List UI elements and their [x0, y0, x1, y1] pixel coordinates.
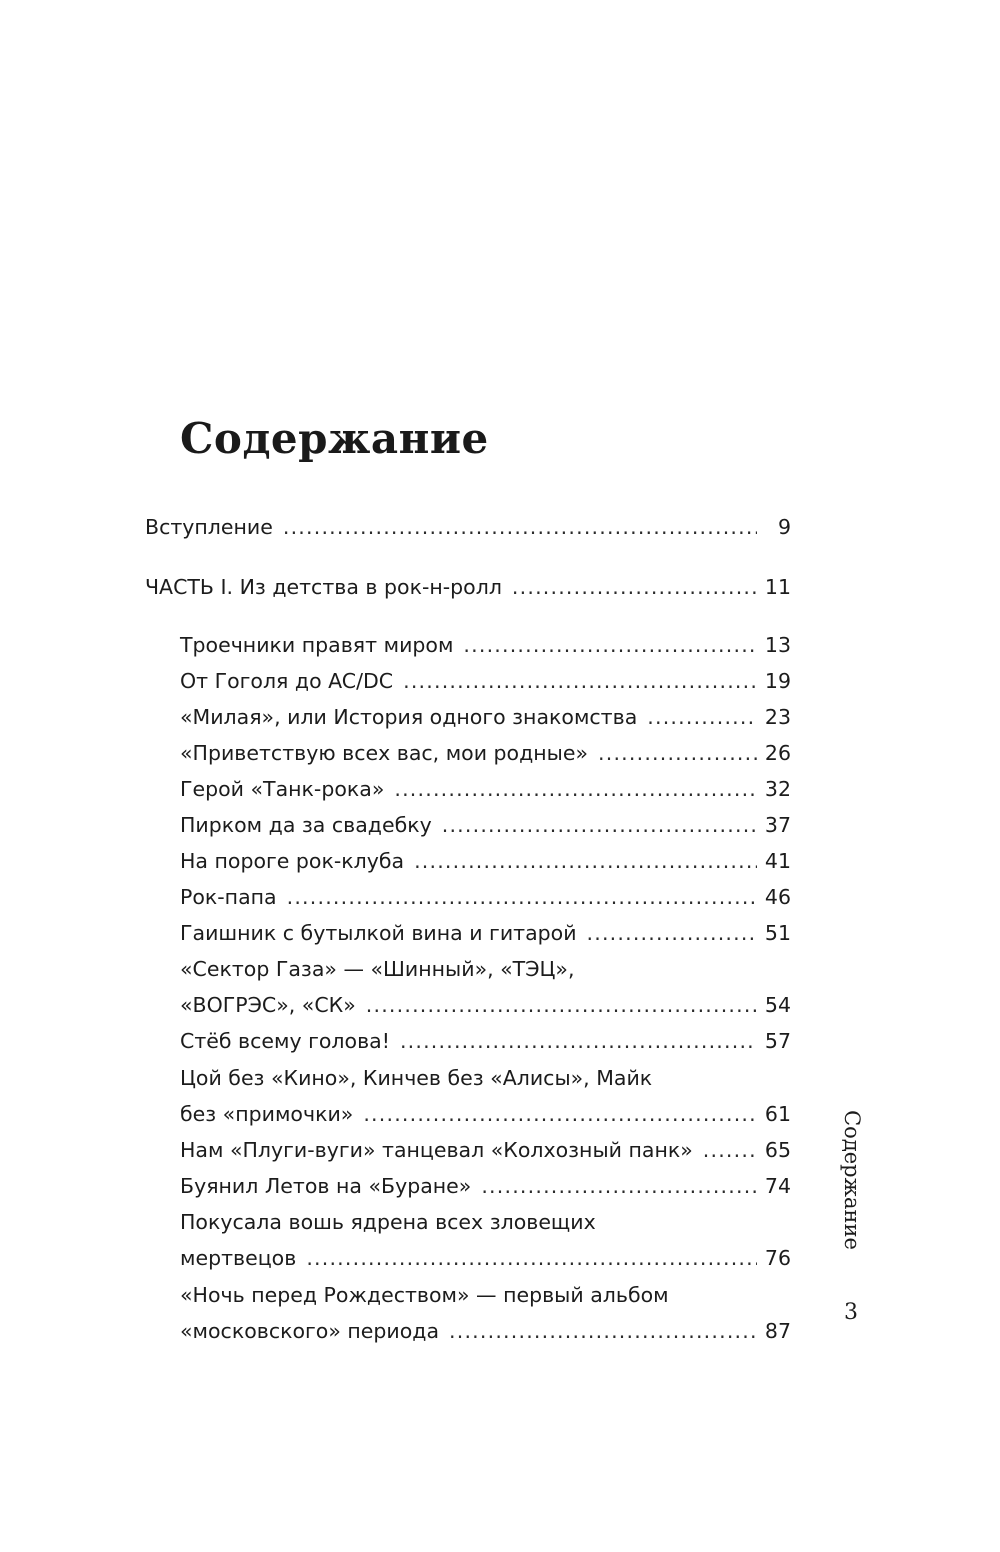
- toc-entry-title: Стёб всему голова!: [180, 1029, 390, 1053]
- toc-entry[interactable]: [180, 1140, 791, 1161]
- toc-entry[interactable]: [180, 923, 791, 944]
- toc-entry-title: Покусала вошь ядрена всех зловещих: [180, 1210, 596, 1234]
- dot-leader: [512, 577, 757, 598]
- toc-entry[interactable]: [180, 707, 791, 728]
- toc-entry[interactable]: [180, 1031, 791, 1052]
- toc-entry-title: Троечники правят миром: [180, 633, 454, 657]
- dot-leader: [449, 1321, 757, 1342]
- toc-entry-title: Цой без «Кино», Кинчев без «Алисы», Майк: [180, 1066, 653, 1090]
- toc-entry-page: 13: [764, 633, 791, 657]
- toc-entry-first-line[interactable]: [180, 1285, 791, 1306]
- toc-entry-first-line[interactable]: [180, 1068, 791, 1089]
- toc-entry-page: 74: [764, 1174, 791, 1198]
- toc-entry-title-continued: «московского» периода: [180, 1319, 440, 1343]
- toc-entry-page: 46: [764, 885, 791, 909]
- toc-entry-title: ЧАСТЬ I. Из детства в рок-н-ролл: [145, 575, 502, 599]
- toc-entry[interactable]: [180, 1321, 791, 1342]
- page-number: 3: [844, 1300, 858, 1325]
- toc-entry[interactable]: [180, 887, 791, 908]
- toc-entry-page: 76: [764, 1246, 791, 1270]
- toc-entry-page: 19: [764, 669, 791, 693]
- toc-entry-page: 37: [764, 813, 791, 837]
- dot-leader: [481, 1176, 757, 1197]
- toc-entry-page: 9: [777, 515, 791, 539]
- dot-leader: [394, 779, 757, 800]
- toc-entry-page: 32: [764, 777, 791, 801]
- toc-entry-title: «Ночь перед Рождеством» — первый альбом: [180, 1283, 669, 1307]
- dot-leader: [442, 815, 757, 836]
- toc-entry-title: Пирком да за свадебку: [180, 813, 432, 837]
- dot-leader: [400, 1031, 757, 1052]
- dot-leader: [703, 1140, 757, 1161]
- dot-leader: [598, 743, 757, 764]
- toc-entry[interactable]: [180, 995, 791, 1016]
- toc-entry[interactable]: [180, 779, 791, 800]
- toc-entry-page: 57: [764, 1029, 791, 1053]
- toc-entry-title: Гаишник с бутылкой вина и гитарой: [180, 921, 577, 945]
- dot-leader: [587, 923, 757, 944]
- dot-leader: [647, 707, 757, 728]
- toc-entry-page: 54: [764, 993, 791, 1017]
- toc-entry-title-continued: мертвецов: [180, 1246, 297, 1270]
- toc-entry[interactable]: [180, 1248, 791, 1269]
- toc-entry-page: 65: [764, 1138, 791, 1162]
- running-head: Содержание: [840, 1110, 864, 1250]
- toc-entry-title: «Приветствую всех вас, мои родные»: [180, 741, 589, 765]
- dot-leader: [306, 1248, 757, 1269]
- toc-entry-first-line[interactable]: [180, 1212, 791, 1233]
- toc-entry-title: Рок-папа: [180, 885, 277, 909]
- toc-entry-page: 26: [764, 741, 791, 765]
- toc-entry-title: Вступление: [145, 515, 273, 539]
- dot-leader: [403, 671, 757, 692]
- toc-entry-page: 61: [764, 1102, 791, 1126]
- toc-entry-title: Нам «Плуги-вуги» танцевал «Колхозный панк»: [180, 1138, 693, 1162]
- toc-entry-title: Буянил Летов на «Буране»: [180, 1174, 472, 1198]
- toc-entry-title-continued: без «примочки»: [180, 1102, 354, 1126]
- toc-entry[interactable]: [180, 1104, 791, 1125]
- toc-entry[interactable]: [145, 517, 791, 538]
- toc-entry-title: Герой «Танк-рока»: [180, 777, 385, 801]
- dot-leader: [366, 995, 757, 1016]
- toc-entry-page: 51: [764, 921, 791, 945]
- toc-entry-title: «Сектор Газа» — «Шинный», «ТЭЦ»,: [180, 957, 575, 981]
- toc-entry-page: 41: [764, 849, 791, 873]
- toc-part-entry[interactable]: [145, 577, 791, 598]
- toc-entry-page: 87: [764, 1319, 791, 1343]
- toc-entry[interactable]: [180, 851, 791, 872]
- toc-entry[interactable]: [180, 815, 791, 836]
- toc-entry[interactable]: [180, 1176, 791, 1197]
- page-title: Содержание: [180, 414, 489, 463]
- toc-entry[interactable]: [180, 743, 791, 764]
- toc-entry[interactable]: [180, 635, 791, 656]
- dot-leader: [283, 517, 757, 538]
- dot-leader: [463, 635, 757, 656]
- dot-leader: [287, 887, 757, 908]
- toc-entry-page: 23: [764, 705, 791, 729]
- toc-entry[interactable]: [180, 671, 791, 692]
- toc-entry-first-line[interactable]: [180, 959, 791, 980]
- dot-leader: [363, 1104, 757, 1125]
- dot-leader: [414, 851, 757, 872]
- toc-entry-title-continued: «ВОГРЭС», «СК»: [180, 993, 356, 1017]
- toc-entry-page: 11: [764, 575, 791, 599]
- toc-entry-title: «Милая», или История одного знакомства: [180, 705, 638, 729]
- toc-entry-title: На пороге рок-клуба: [180, 849, 405, 873]
- toc-entry-title: От Гоголя до AC/DC: [180, 669, 394, 693]
